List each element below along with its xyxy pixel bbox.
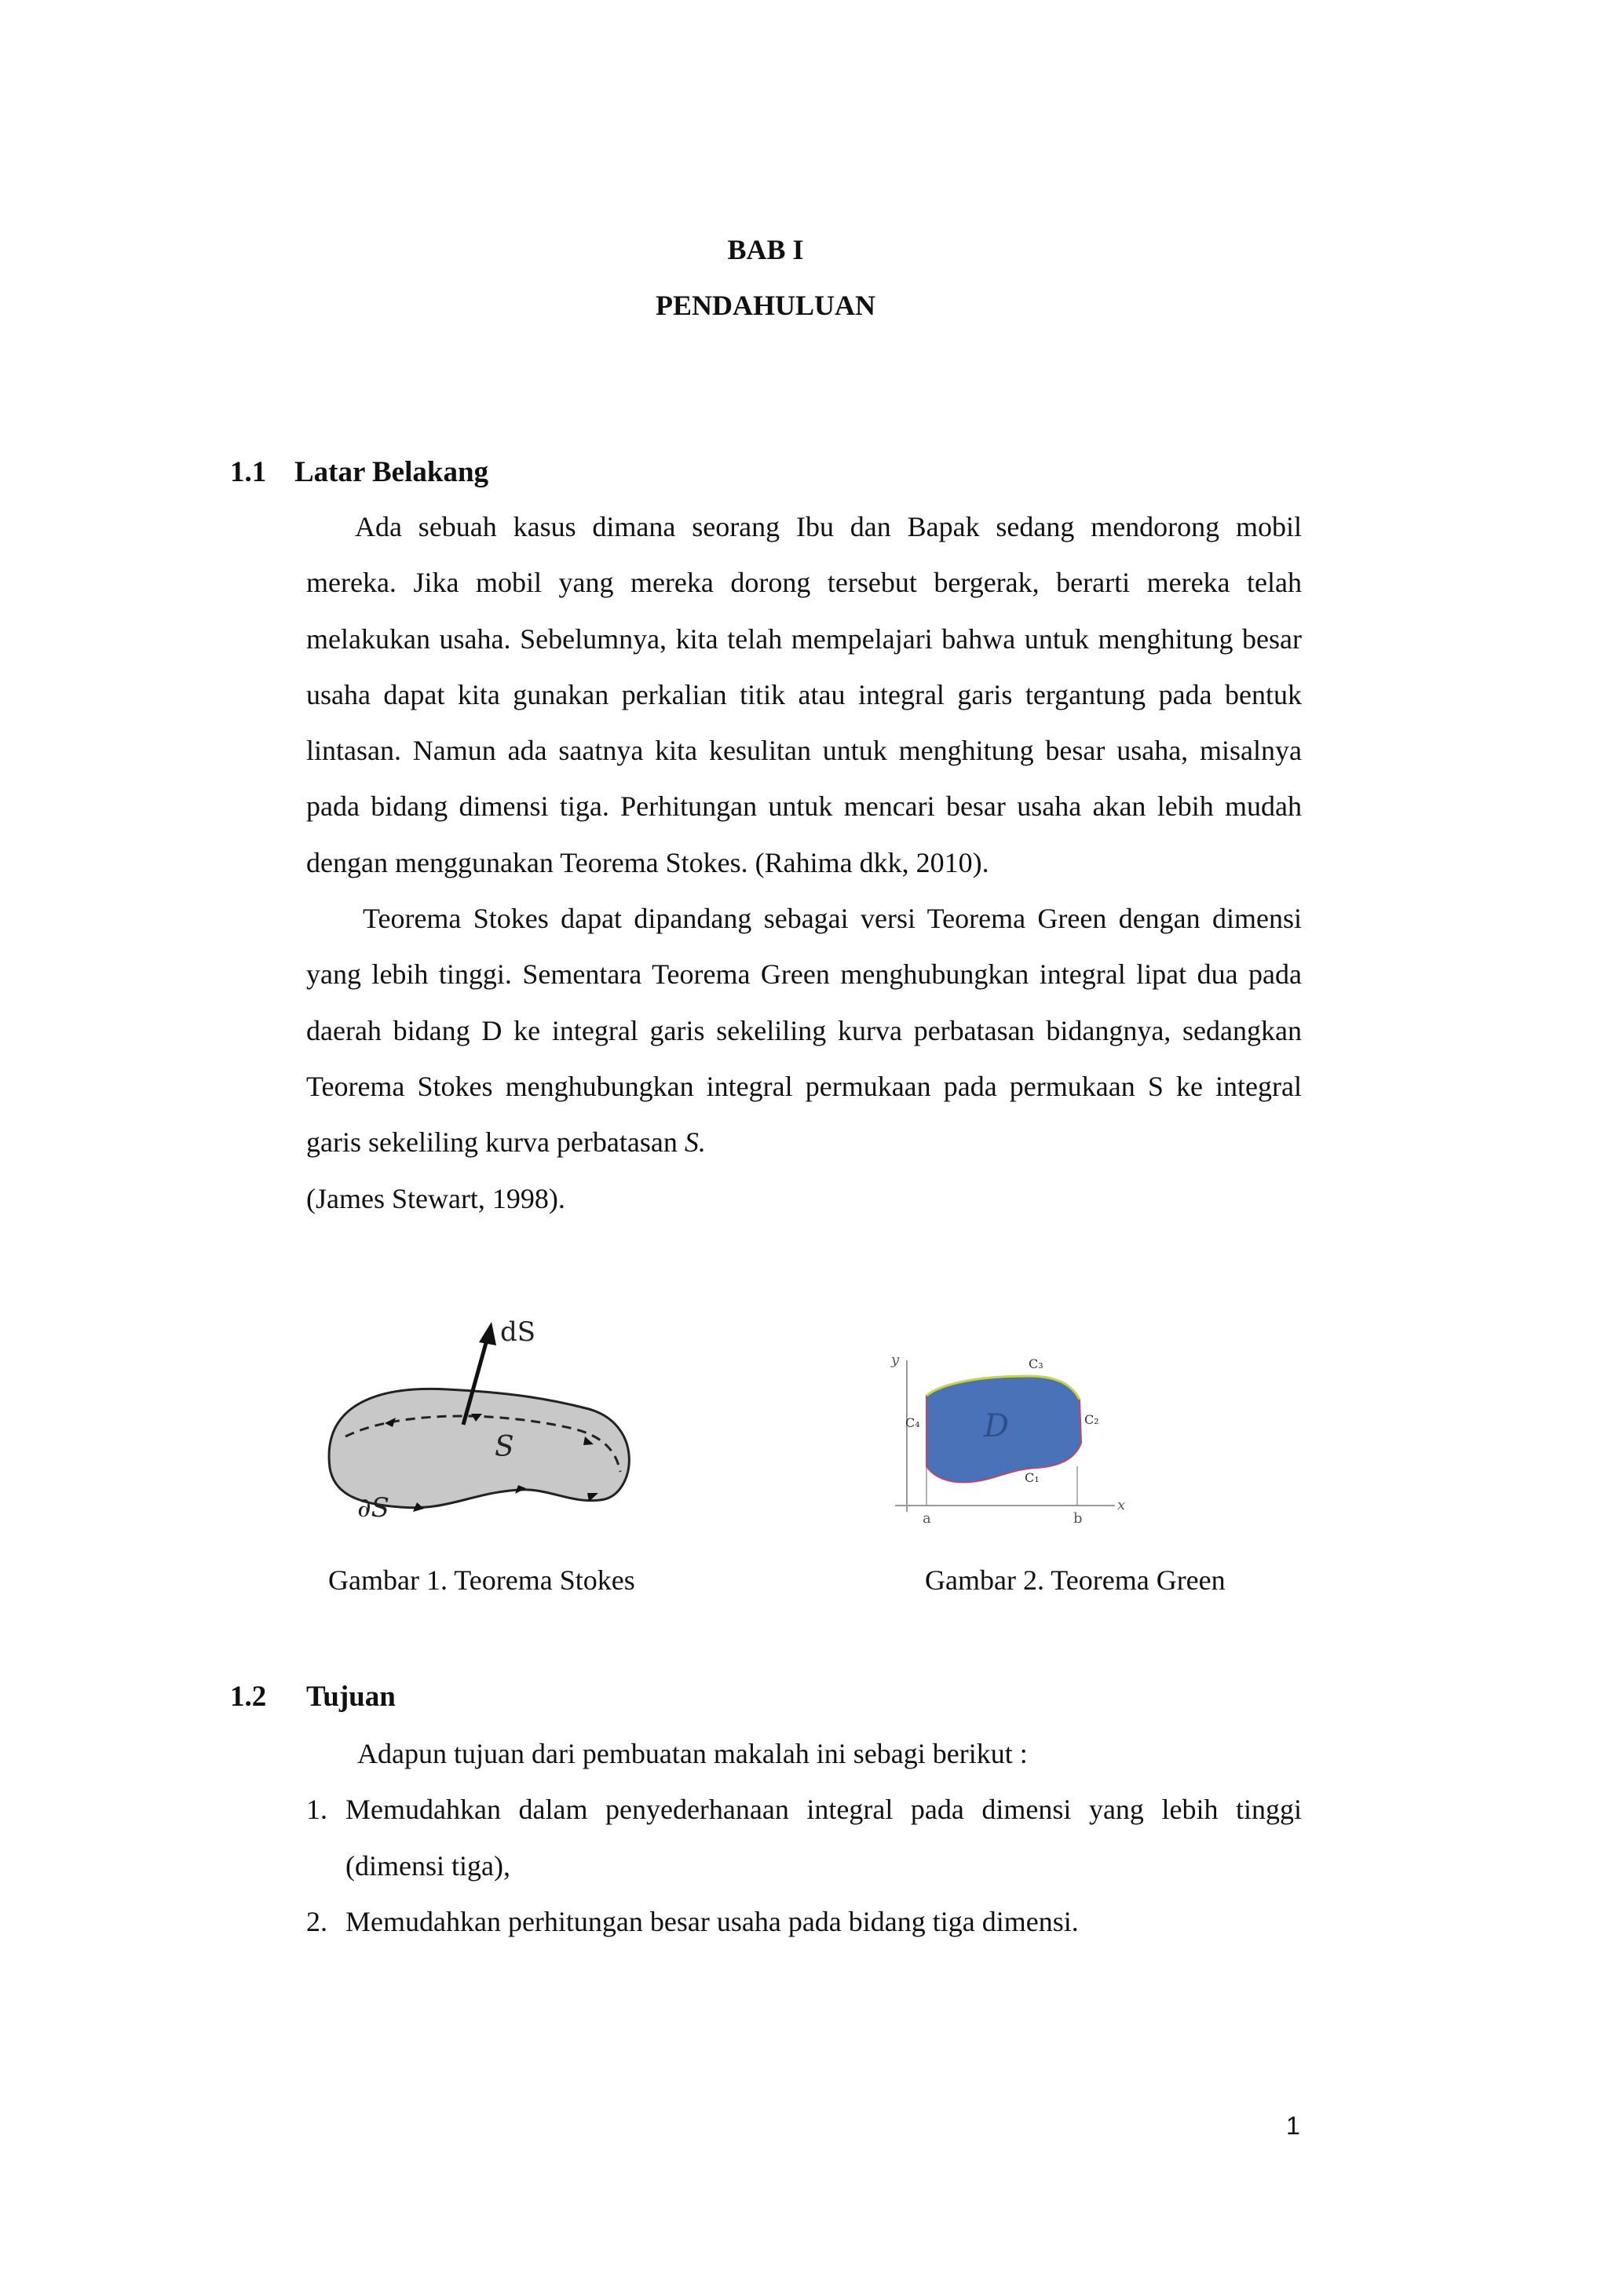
green-diagram [875,1341,1142,1537]
list-item [306,1782,1302,1894]
stokes-figure [314,1311,644,1539]
label-S: S [495,1431,514,1463]
label-b: b [1073,1510,1083,1527]
green-figure [875,1341,1142,1537]
background-text [306,499,1302,1227]
objectives [306,1726,1302,1950]
list-text: Memudahkan dalam penyederhanaan integral pada dimensi yang lebih tinggi (dimensi tiga), [345,1794,1302,1882]
figure-1-caption: Gambar 1. Teorema Stokes [328,1564,635,1596]
list-number: 2. [306,1905,327,1937]
label-C1: C₁ [1025,1470,1040,1485]
objectives-intro: Adapun tujuan dari pembuatan makalah ini sebagi berikut : [357,1738,1028,1769]
list-number: 1. [306,1794,327,1826]
label-dS: dS [500,1316,536,1348]
chapter-title: PENDAHULUAN [655,290,875,321]
label-C3: C₃ [1029,1356,1043,1371]
label-y: y [891,1352,900,1368]
paragraph-text: Teorema Stokes dapat dipandang sebagai versi Teorema Green dengan dimensi yang lebih tinggi. Sementara Teorema Green menghubungkan integral lipat dua pada daerah bidang D ke integral garis sekeliling kurva perbatasan bidangnya, sedangkan Teorema Stokes menghubungkan integral permukaan pada permukaan S ke integral garis sekeliling kurva perbatasan [306,903,1302,1159]
page-number: 1 [1286,2112,1300,2140]
label-D: D [984,1408,1010,1444]
list-item [306,1894,1302,1950]
section-title: Tujuan [306,1681,396,1713]
label-C2: C₂ [1084,1412,1099,1427]
normal-arrowhead [479,1322,496,1345]
list-text: Memudahkan perhitungan besar usaha pada bidang tiga dimensi. [345,1905,1079,1937]
stokes-diagram [314,1311,644,1539]
surface-shape [329,1389,629,1507]
label-boundary: ∂S [357,1492,389,1524]
section-title: Latar Belakang [294,456,489,488]
label-x: x [1117,1497,1126,1513]
paragraph [306,891,1302,1170]
paragraph: Ada sebuah kasus dimana seorang Ibu dan Bapak sedang mendorong mobil mereka. Jika mobil yang mereka dorong tersebut bergerak, berarti mereka telah melakukan usaha. Sebelumnya, kita telah mempelajari bahwa untuk menghitung besar usaha dapat kita gunakan perkalian titik atau integral garis tergantung pada bentuk lintasan. Namun ada saatnya kita kesulitan untuk menghitung besar usaha, misalnya pada bidang dimensi tiga. Perhitungan untuk mencari besar usaha akan lebih mudah dengan menggunakan Teorema Stokes. (Rahima dkk, 2010). [306,511,1302,878]
section-number: 1.1 [230,456,267,488]
citation: (James Stewart, 1998). [306,1182,565,1214]
label-C4: C₄ [905,1415,920,1430]
italic-symbol: S. [684,1126,706,1159]
section-number: 1.2 [230,1681,267,1713]
label-a: a [923,1510,931,1527]
chapter-label: BAB I [727,234,804,265]
figure-2-caption: Gambar 2. Teorema Green [925,1564,1226,1596]
